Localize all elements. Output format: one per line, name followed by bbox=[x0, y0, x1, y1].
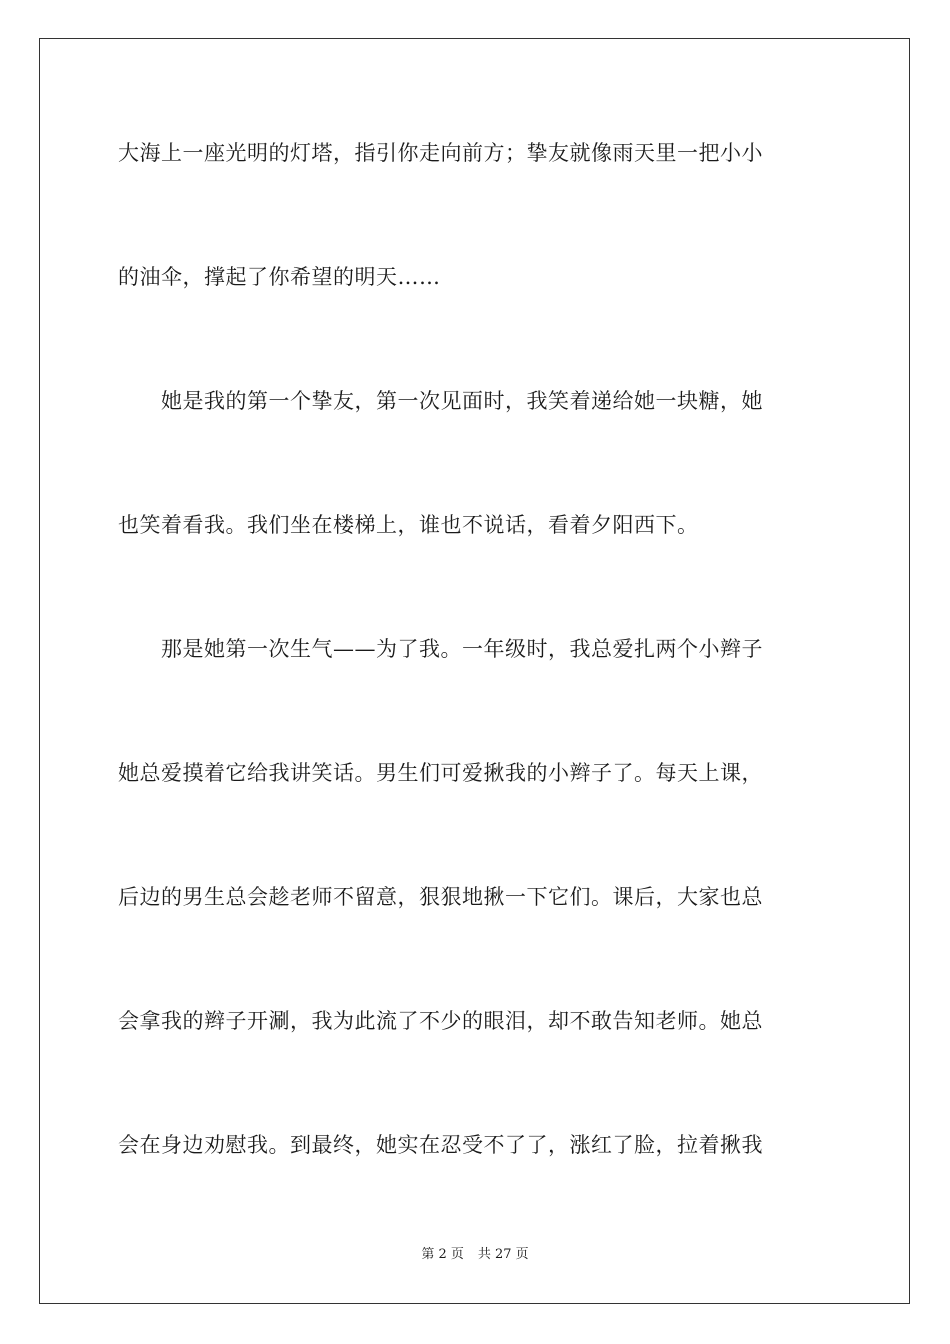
page-number: 第 2 页 bbox=[421, 1247, 464, 1262]
page-border bbox=[39, 38, 910, 1304]
text-line-9: 会在身边劝慰我。到最终，她实在忍受不了了，涨红了脸，拉着揪我 bbox=[118, 1133, 763, 1157]
text-line-6: 她总爱摸着它给我讲笑话。男生们可爱揪我的小辫子了。每天上课， bbox=[118, 761, 763, 785]
text-line-2: 的油伞，撑起了你希望的明天…… bbox=[118, 265, 441, 289]
text-line-5: 那是她第一次生气——为了我。一年级时，我总爱扎两个小辫子 bbox=[118, 637, 763, 661]
text-line-3: 她是我的第一个挚友，第一次见面时，我笑着递给她一块糖，她 bbox=[118, 389, 763, 413]
page-footer bbox=[0, 1247, 950, 1263]
text-line-4: 也笑着看我。我们坐在楼梯上，谁也不说话，看着夕阳西下。 bbox=[118, 513, 699, 537]
text-line-8: 会拿我的辫子开涮，我为此流了不少的眼泪，却不敢告知老师。她总 bbox=[118, 1009, 763, 1033]
text-line-1: 大海上一座光明的灯塔，指引你走向前方；挚友就像雨天里一把小小 bbox=[118, 141, 763, 165]
page-total: 共 27 页 bbox=[477, 1247, 529, 1262]
text-line-7: 后边的男生总会趁老师不留意，狠狠地揪一下它们。课后，大家也总 bbox=[118, 885, 763, 909]
